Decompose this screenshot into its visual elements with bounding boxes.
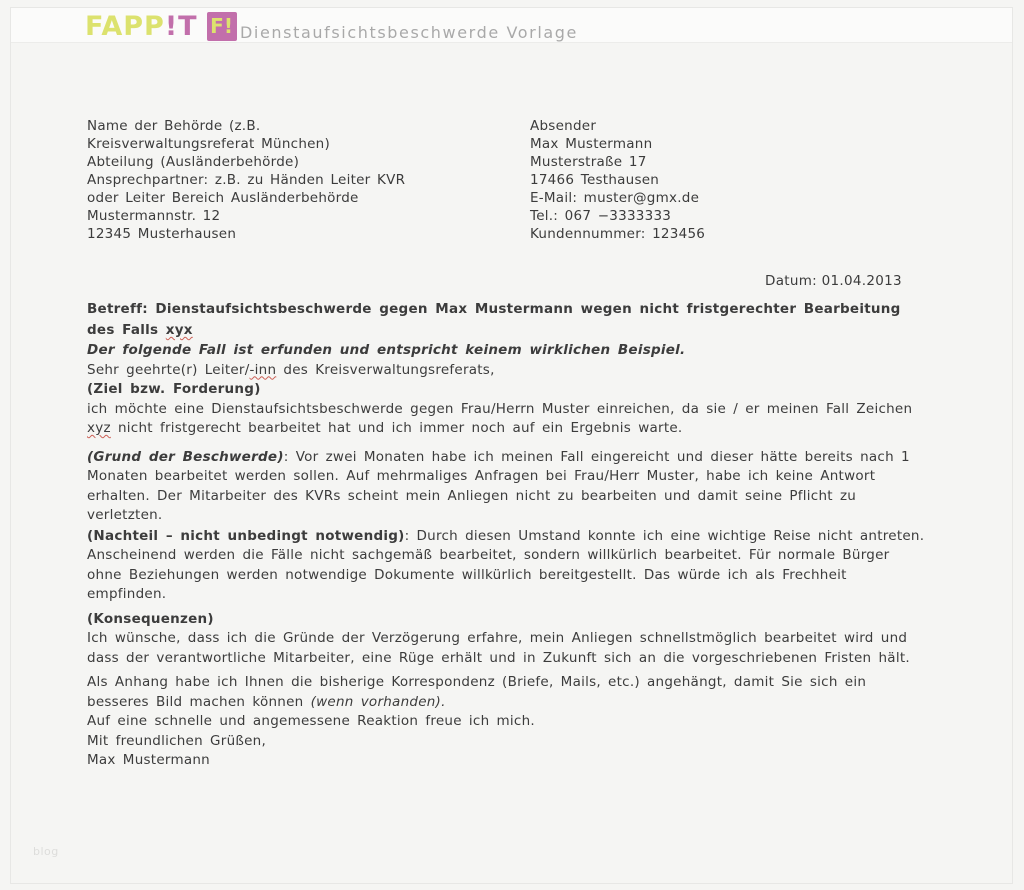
section-konsequenzen-heading: (Konsequenzen) <box>87 610 214 627</box>
recipient-line: Mustermannstr. 12 <box>87 208 221 224</box>
section-ziel <box>87 380 929 439</box>
section-grund-text: : Vor zwei Monaten habe ich meinen Fall eingereicht und dieser hätte bereits nach 1 Monaten bearbeitet werden sollen. Auf mehrmaliges Anfragen bei Frau/Herr Muster, habe ich keine Antwort erhalten. Der Mitarbeiter des KVRs scheint mein Anliegen nicht zu bearbeiten und damit seine Pflicht zu verletzten. <box>87 448 910 523</box>
section-nachteil-heading: (Nachteil – nicht unbedingt notwendig) <box>87 527 405 544</box>
reaction-paragraph: Auf eine schnelle und angemessene Reaktion freue ich mich. <box>87 713 535 729</box>
logo-text-secondary: !T <box>164 10 198 42</box>
salutation-line <box>87 361 929 381</box>
subject-text: Betreff: Dienstaufsichtsbeschwerde gegen Max Mustermann wegen nicht fristgerechter Bearbeitung des Falls <box>87 301 901 338</box>
logo-text-primary: FAPP <box>85 10 165 42</box>
section-ziel-text-post: nicht fristgerecht bearbeitet hat und ich immer noch auf ein Ergebnis warte. <box>110 420 683 436</box>
watermark-text: blog <box>33 845 59 858</box>
sender-line: Kundennummer: 123456 <box>530 226 706 242</box>
attachment-note-italic: (wenn vorhanden). <box>310 693 446 710</box>
sender-address-block <box>530 117 705 243</box>
section-grund-heading: (Grund der Beschwerde) <box>87 448 284 465</box>
sender-line: E-Mail: muster@gmx.de <box>530 190 700 206</box>
section-konsequenzen-body: Ich wünsche, dass ich die Gründe der Verzögerung erfahre, mein Anliegen schnellstmöglich bearbeitet wird und dass der verantwortliche Mitarbeiter, eine Rüge erhält und in Zukunft sich an die vorgeschriebenen Fristen hält. <box>87 630 910 666</box>
disclaimer-line: Der folgende Fall ist erfunden und entspricht keinem wirklichen Beispiel. <box>87 342 686 358</box>
recipient-line: Ansprechpartner: z.B. zu Händen Leiter KVR <box>87 172 406 188</box>
sender-line: Musterstraße 17 <box>530 154 647 170</box>
salutation-text: Sehr geehrte(r) Leiter/ <box>87 361 250 378</box>
logo-badge-icon: F! <box>207 12 237 41</box>
section-ziel-heading: (Ziel bzw. Forderung) <box>87 381 261 397</box>
subject-line <box>87 299 929 341</box>
sender-line: Absender <box>530 118 597 134</box>
salutation-text-post: des Kreisverwaltungsreferats, <box>276 361 495 378</box>
section-nachteil <box>87 527 929 605</box>
recipient-line: Kreisverwaltungsreferat München) <box>87 136 331 152</box>
recipient-line: oder Leiter Bereich Ausländerbehörde <box>87 190 359 206</box>
sender-line: Tel.: 067 −3333333 <box>530 208 672 224</box>
page-title: Dienstaufsichtsbeschwerde Vorlage <box>240 23 578 42</box>
recipient-line: Abteilung (Ausländerbehörde) <box>87 154 300 170</box>
section-grund-body <box>87 448 929 526</box>
site-header <box>11 8 1012 43</box>
section-konsequenzen <box>87 610 929 669</box>
section-nachteil-text: : Durch diesen Umstand konnte ich eine wichtige Reise nicht antreten. Anscheinend werden die Fälle nicht sachgemäß bearbeitet, sondern willkürlich bearbeitet. Für normale Bürger ohne Beziehungen werden notwendige Dokumente willkürlich bereitgestellt. Das würde ich als Frechheit empfinden. <box>87 527 925 602</box>
section-ziel-text: ich möchte eine Dienstaufsichtsbeschwerde gegen Frau/Herrn Muster einreichen, da sie / er meinen Fall Zeichen <box>87 400 913 417</box>
signature-name: Max Mustermann <box>87 752 210 768</box>
site-logo <box>85 9 237 43</box>
recipient-line: Name der Behörde (z.B. <box>87 118 261 134</box>
sender-line: 17466 Testhausen <box>530 172 660 188</box>
section-ziel-body <box>87 400 929 439</box>
attachment-paragraph <box>87 673 929 712</box>
sender-line: Max Mustermann <box>530 136 653 152</box>
recipient-line: 12345 Musterhausen <box>87 226 237 242</box>
recipient-address-block <box>87 117 405 243</box>
attachment-text: Als Anhang habe ich Ihnen die bisherige Korrespondenz (Briefe, Mails, etc.) angehängt, damit Sie sich ein besseres Bild machen können <box>87 674 867 710</box>
section-nachteil-body <box>87 527 929 605</box>
letter-body <box>87 299 929 771</box>
section-grund <box>87 448 929 526</box>
section-ziel-misspelled-word: xyz <box>87 420 111 436</box>
subject-misspelled-word: xyx <box>165 322 193 338</box>
closing-line: Mit freundlichen Grüßen, <box>87 732 267 749</box>
date-line: Datum: 01.04.2013 <box>765 273 902 289</box>
salutation-misspelled-word: -inn <box>249 361 277 378</box>
